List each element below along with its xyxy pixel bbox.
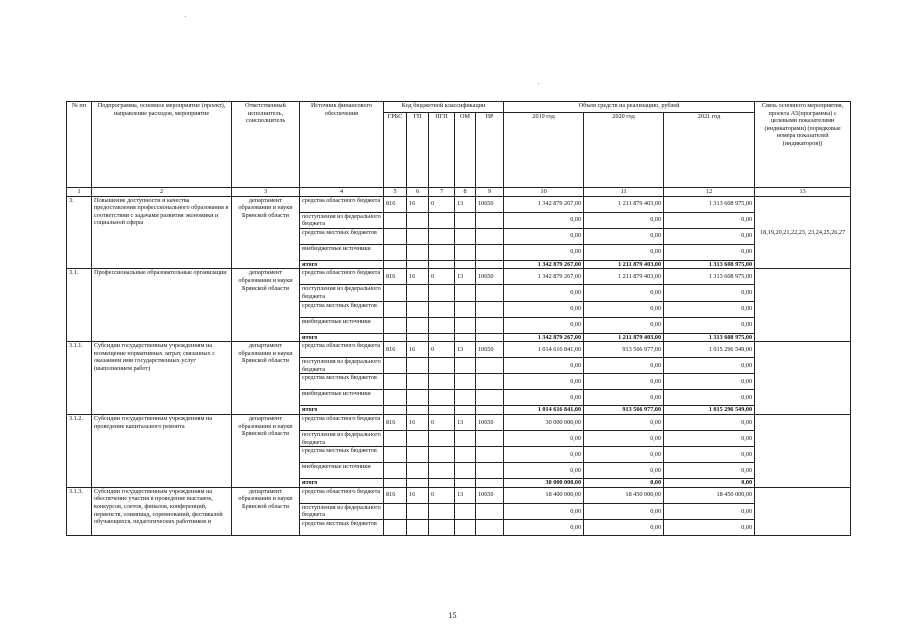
budget-code-empty bbox=[476, 260, 504, 269]
amount-cell: 18 450 000,00 bbox=[584, 487, 664, 503]
amount-cell: 0,00 bbox=[504, 447, 584, 463]
amount-cell: 1 313 608 975,00 bbox=[664, 269, 755, 285]
amount-cell: 0,00 bbox=[664, 414, 755, 430]
header-name: Подпрограмма, основное мероприятие (проект), направление расходов, мероприятие bbox=[92, 102, 232, 188]
budget-code-empty bbox=[455, 430, 476, 446]
budget-code-empty bbox=[429, 479, 455, 488]
budget-code-empty bbox=[384, 479, 407, 488]
budget-code-empty bbox=[429, 503, 455, 519]
budget-code-empty bbox=[455, 212, 476, 228]
header-budget-code: Код бюджетной классификации bbox=[384, 102, 504, 113]
amount-cell: 1 211 879 403,00 bbox=[584, 260, 664, 269]
amount-cell: 1 313 608 975,00 bbox=[664, 260, 755, 269]
budget-code-empty bbox=[476, 301, 504, 317]
col-number: 9 bbox=[476, 188, 504, 197]
funding-source: поступления из федерального бюджета bbox=[300, 358, 384, 374]
budget-code-empty bbox=[455, 244, 476, 260]
amount-cell: 0,00 bbox=[664, 390, 755, 406]
budget-code-empty bbox=[384, 317, 407, 333]
amount-cell: 0,00 bbox=[664, 212, 755, 228]
budget-code-empty bbox=[476, 463, 504, 479]
amount-cell: 0,00 bbox=[664, 503, 755, 519]
amount-cell: 0,00 bbox=[664, 285, 755, 301]
funding-source: итого bbox=[300, 260, 384, 269]
amount-cell: 0,00 bbox=[504, 317, 584, 333]
budget-code-empty bbox=[429, 317, 455, 333]
budget-code-empty bbox=[407, 333, 429, 342]
amount-cell: 0,00 bbox=[584, 317, 664, 333]
amount-cell: 0,00 bbox=[504, 285, 584, 301]
budget-code-empty bbox=[429, 212, 455, 228]
budget-code: 13 bbox=[455, 487, 476, 503]
funding-source: поступления из федерального бюджета bbox=[300, 503, 384, 519]
budget-code: 10650 bbox=[476, 342, 504, 358]
budget-code-empty bbox=[384, 447, 407, 463]
amount-cell: 0,00 bbox=[664, 463, 755, 479]
budget-code-empty bbox=[407, 479, 429, 488]
funding-source: итого bbox=[300, 406, 384, 415]
column-number-row bbox=[67, 188, 851, 197]
budget-code-empty bbox=[455, 317, 476, 333]
amount-cell: 0,00 bbox=[584, 430, 664, 446]
amount-cell: 30 000 000,00 bbox=[504, 479, 584, 488]
col-number: 5 bbox=[384, 188, 407, 197]
budget-code: 13 bbox=[455, 342, 476, 358]
budget-code: 13 bbox=[455, 269, 476, 285]
amount-cell: 0,00 bbox=[504, 212, 584, 228]
col-number: 2 bbox=[92, 188, 232, 197]
amount-cell: 0,00 bbox=[584, 447, 664, 463]
funding-source: средства областного бюджета bbox=[300, 269, 384, 285]
budget-code-empty bbox=[455, 333, 476, 342]
col-number: 12 bbox=[664, 188, 755, 197]
amount-cell: 18 400 000,00 bbox=[504, 487, 584, 503]
header-link: Связь основного мероприятия, проекта А5(программы) с целевыми показателями (индикаторами) (порядковые номера показателей (индикаторов)) bbox=[755, 102, 851, 188]
amount-cell: 1 313 608 975,00 bbox=[664, 333, 755, 342]
header-year-2020: 2020 год bbox=[584, 113, 664, 188]
budget-code-empty bbox=[429, 285, 455, 301]
budget-code-empty bbox=[384, 260, 407, 269]
amount-cell: 0,00 bbox=[664, 228, 755, 244]
budget-table bbox=[66, 101, 851, 536]
budget-code-empty bbox=[407, 447, 429, 463]
row-number: 3. bbox=[67, 196, 92, 269]
scan-speck bbox=[538, 83, 539, 84]
budget-code-empty bbox=[476, 228, 504, 244]
budget-code: 16 bbox=[407, 342, 429, 358]
budget-code-empty bbox=[407, 212, 429, 228]
header-year-2019: 2019 год bbox=[504, 113, 584, 188]
budget-code-empty bbox=[384, 358, 407, 374]
executor: департамент образования и науки Брянской области bbox=[232, 414, 300, 487]
indicator-link bbox=[755, 487, 851, 535]
activity-name: Повышение доступности и качества предоставления профессионального образования в соответствии с задачами развития экономики и социальной сферы bbox=[92, 196, 232, 269]
amount-cell: 0,00 bbox=[584, 503, 664, 519]
amount-cell: 0,00 bbox=[664, 479, 755, 488]
indicator-link bbox=[755, 269, 851, 342]
amount-cell: 0,00 bbox=[584, 479, 664, 488]
budget-code: 16 bbox=[407, 269, 429, 285]
budget-code: 13 bbox=[455, 414, 476, 430]
amount-cell: 0,00 bbox=[504, 503, 584, 519]
budget-code-empty bbox=[429, 463, 455, 479]
budget-code: 0 bbox=[429, 196, 455, 212]
amount-cell: 0,00 bbox=[584, 285, 664, 301]
amount-cell: 1 014 616 841,00 bbox=[504, 342, 584, 358]
budget-code-empty bbox=[407, 260, 429, 269]
amount-cell: 1 015 296 549,00 bbox=[664, 406, 755, 415]
budget-code-empty bbox=[476, 479, 504, 488]
budget-code-empty bbox=[407, 519, 429, 535]
budget-code-empty bbox=[384, 212, 407, 228]
col-number: 10 bbox=[504, 188, 584, 197]
funding-source: средства областного бюджета bbox=[300, 342, 384, 358]
budget-code-empty bbox=[476, 285, 504, 301]
budget-code-empty bbox=[384, 374, 407, 390]
budget-code-empty bbox=[455, 390, 476, 406]
amount-cell: 913 566 977,00 bbox=[584, 342, 664, 358]
budget-code-empty bbox=[476, 244, 504, 260]
amount-cell: 0,00 bbox=[584, 414, 664, 430]
budget-code-empty bbox=[455, 358, 476, 374]
budget-code-empty bbox=[455, 285, 476, 301]
budget-code-empty bbox=[384, 430, 407, 446]
budget-code: 10650 bbox=[476, 196, 504, 212]
amount-cell: 0,00 bbox=[584, 228, 664, 244]
header-code-om: ОМ bbox=[455, 113, 476, 188]
amount-cell: 0,00 bbox=[664, 317, 755, 333]
budget-code-empty bbox=[455, 463, 476, 479]
executor: департамент образования и науки Брянской области bbox=[232, 196, 300, 269]
header-code-pgp: ПГП bbox=[429, 113, 455, 188]
row-number: 3.1.2. bbox=[67, 414, 92, 487]
amount-cell: 1 342 879 267,00 bbox=[504, 196, 584, 212]
budget-code-empty bbox=[476, 317, 504, 333]
budget-code-empty bbox=[476, 390, 504, 406]
amount-cell: 0,00 bbox=[504, 463, 584, 479]
amount-cell: 0,00 bbox=[504, 430, 584, 446]
row-number: 3.1.1. bbox=[67, 342, 92, 415]
budget-code-empty bbox=[429, 228, 455, 244]
amount-cell: 0,00 bbox=[504, 244, 584, 260]
amount-cell: 0,00 bbox=[584, 374, 664, 390]
funding-source: внебюджетные источники bbox=[300, 244, 384, 260]
budget-code-empty bbox=[429, 374, 455, 390]
budget-code-empty bbox=[455, 301, 476, 317]
budget-code: 0 bbox=[429, 414, 455, 430]
budget-code-empty bbox=[407, 374, 429, 390]
budget-code-empty bbox=[476, 374, 504, 390]
executor: департамент образования и науки Брянской области bbox=[232, 269, 300, 342]
indicator-link: 18,19,20,21,22,23, 23,24,25,26,27 bbox=[755, 196, 851, 269]
activity-name: Субсидии государственным учреждениям на обеспечение участия в проведение выставок, конкурсов, слетов, финалов, конференций, первенств, олимпиад, соревнований, фестивалей обучающихся, педагогических работников и bbox=[92, 487, 232, 535]
budget-code-empty bbox=[384, 519, 407, 535]
page-number: 15 bbox=[448, 611, 457, 620]
col-number: 11 bbox=[584, 188, 664, 197]
budget-code-empty bbox=[455, 447, 476, 463]
budget-code-empty bbox=[384, 244, 407, 260]
budget-code-empty bbox=[407, 228, 429, 244]
budget-code: 0 bbox=[429, 487, 455, 503]
budget-code-empty bbox=[455, 228, 476, 244]
budget-code-empty bbox=[407, 285, 429, 301]
budget-code: 16 bbox=[407, 196, 429, 212]
amount-cell: 1 342 879 267,00 bbox=[504, 260, 584, 269]
amount-cell: 1 342 879 267,00 bbox=[504, 269, 584, 285]
executor: департамент образования и науки Брянской области bbox=[232, 342, 300, 415]
activity-name: Субсидии государственным учреждениям на возмещение нормативных затрат, связанных с оказанием ими государственных услуг (выполнением работ) bbox=[92, 342, 232, 415]
budget-code-empty bbox=[384, 390, 407, 406]
header-num: № пп bbox=[67, 102, 92, 188]
amount-cell: 0,00 bbox=[584, 244, 664, 260]
amount-cell: 0,00 bbox=[664, 358, 755, 374]
budget-code-empty bbox=[407, 463, 429, 479]
amount-cell: 0,00 bbox=[504, 374, 584, 390]
budget-code-empty bbox=[429, 447, 455, 463]
funding-source: средства областного бюджета bbox=[300, 487, 384, 503]
budget-code-empty bbox=[384, 301, 407, 317]
budget-code-empty bbox=[384, 406, 407, 415]
activity-name: Субсидии государственным учреждениям на проведение капитального ремонта bbox=[92, 414, 232, 487]
budget-code: 816 bbox=[384, 269, 407, 285]
amount-cell: 0,00 bbox=[584, 212, 664, 228]
indicator-link bbox=[755, 414, 851, 487]
budget-code: 816 bbox=[384, 414, 407, 430]
budget-code-empty bbox=[384, 503, 407, 519]
budget-code-empty bbox=[476, 406, 504, 415]
budget-code: 816 bbox=[384, 342, 407, 358]
amount-cell: 0,00 bbox=[584, 301, 664, 317]
budget-code-empty bbox=[455, 374, 476, 390]
budget-code-empty bbox=[407, 390, 429, 406]
budget-code-empty bbox=[476, 333, 504, 342]
amount-cell: 1 014 616 841,00 bbox=[504, 406, 584, 415]
header-source: Источник финансового обеспечения bbox=[300, 102, 384, 188]
col-number: 4 bbox=[300, 188, 384, 197]
budget-code-empty bbox=[429, 519, 455, 535]
header-code-nr: НР bbox=[476, 113, 504, 188]
budget-code-empty bbox=[476, 358, 504, 374]
table-row bbox=[67, 414, 851, 430]
budget-code-empty bbox=[407, 358, 429, 374]
budget-code-empty bbox=[476, 503, 504, 519]
amount-cell: 1 211 879 403,00 bbox=[584, 196, 664, 212]
budget-code-empty bbox=[476, 430, 504, 446]
funding-source: средства местных бюджетов bbox=[300, 228, 384, 244]
budget-code: 16 bbox=[407, 414, 429, 430]
budget-code: 816 bbox=[384, 196, 407, 212]
funding-source: внебюджетные источники bbox=[300, 317, 384, 333]
funding-source: итого bbox=[300, 333, 384, 342]
header-code-grbs: ГРБС bbox=[384, 113, 407, 188]
col-number: 1 bbox=[67, 188, 92, 197]
budget-code-empty bbox=[455, 406, 476, 415]
col-number: 13 bbox=[755, 188, 851, 197]
amount-cell: 18 450 000,00 bbox=[664, 487, 755, 503]
budget-code-empty bbox=[455, 479, 476, 488]
budget-code: 13 bbox=[455, 196, 476, 212]
budget-code-empty bbox=[384, 333, 407, 342]
row-number: 3.1. bbox=[67, 269, 92, 342]
budget-code-empty bbox=[429, 358, 455, 374]
budget-code: 16 bbox=[407, 487, 429, 503]
amount-cell: 1 313 608 975,00 bbox=[664, 196, 755, 212]
budget-code-empty bbox=[384, 463, 407, 479]
amount-cell: 0,00 bbox=[504, 358, 584, 374]
col-number: 3 bbox=[232, 188, 300, 197]
budget-code-empty bbox=[429, 390, 455, 406]
amount-cell: 1 211 879 403,00 bbox=[584, 269, 664, 285]
budget-code-empty bbox=[429, 430, 455, 446]
amount-cell: 0,00 bbox=[504, 390, 584, 406]
amount-cell: 0,00 bbox=[664, 301, 755, 317]
budget-code-empty bbox=[407, 244, 429, 260]
amount-cell: 30 000 000,00 bbox=[504, 414, 584, 430]
row-number: 3.1.3. bbox=[67, 487, 92, 535]
header-year-2021: 2021 год bbox=[664, 113, 755, 188]
amount-cell: 0,00 bbox=[504, 519, 584, 535]
budget-code-empty bbox=[429, 333, 455, 342]
amount-cell: 913 566 977,00 bbox=[584, 406, 664, 415]
budget-code-empty bbox=[429, 244, 455, 260]
funding-source: поступления из федерального бюджета bbox=[300, 212, 384, 228]
budget-code-empty bbox=[407, 406, 429, 415]
funding-source: поступления из федерального бюджета bbox=[300, 430, 384, 446]
amount-cell: 1 015 296 549,00 bbox=[664, 342, 755, 358]
col-number: 8 bbox=[455, 188, 476, 197]
budget-code-empty bbox=[407, 301, 429, 317]
budget-code-empty bbox=[407, 317, 429, 333]
budget-code-empty bbox=[455, 519, 476, 535]
budget-code: 0 bbox=[429, 269, 455, 285]
funding-source: поступления из федерального бюджета bbox=[300, 285, 384, 301]
funding-source: средства местных бюджетов bbox=[300, 374, 384, 390]
amount-cell: 0,00 bbox=[584, 463, 664, 479]
budget-code-empty bbox=[429, 406, 455, 415]
budget-code-empty bbox=[407, 430, 429, 446]
budget-code: 816 bbox=[384, 487, 407, 503]
amount-cell: 0,00 bbox=[664, 244, 755, 260]
budget-code-empty bbox=[407, 503, 429, 519]
budget-code-empty bbox=[476, 212, 504, 228]
scan-speck bbox=[185, 16, 186, 17]
amount-cell: 0,00 bbox=[584, 519, 664, 535]
table-row bbox=[67, 487, 851, 503]
funding-source: средства местных бюджетов bbox=[300, 447, 384, 463]
budget-code-empty bbox=[455, 260, 476, 269]
amount-cell: 1 342 879 267,00 bbox=[504, 333, 584, 342]
funding-source: внебюджетные источники bbox=[300, 463, 384, 479]
executor: департамент образования и науки Брянской области bbox=[232, 487, 300, 535]
indicator-link bbox=[755, 342, 851, 415]
budget-code: 10650 bbox=[476, 414, 504, 430]
budget-code-empty bbox=[455, 503, 476, 519]
col-number: 7 bbox=[429, 188, 455, 197]
amount-cell: 0,00 bbox=[504, 228, 584, 244]
budget-code-empty bbox=[429, 260, 455, 269]
funding-source: средства местных бюджетов bbox=[300, 301, 384, 317]
funding-source: средства местных бюджетов bbox=[300, 519, 384, 535]
budget-code-empty bbox=[384, 228, 407, 244]
funding-source: средства областного бюджета bbox=[300, 414, 384, 430]
amount-cell: 0,00 bbox=[664, 447, 755, 463]
table-row bbox=[67, 342, 851, 358]
col-number: 6 bbox=[407, 188, 429, 197]
budget-code-empty bbox=[476, 447, 504, 463]
funding-source: итого bbox=[300, 479, 384, 488]
budget-code: 10650 bbox=[476, 269, 504, 285]
funding-source: внебюджетные источники bbox=[300, 390, 384, 406]
budget-code: 10650 bbox=[476, 487, 504, 503]
header-code-gp: ГП bbox=[407, 113, 429, 188]
budget-code: 0 bbox=[429, 342, 455, 358]
activity-name: Профессиональные образовательные организации bbox=[92, 269, 232, 342]
budget-code-empty bbox=[384, 285, 407, 301]
funding-source: средства областного бюджета bbox=[300, 196, 384, 212]
table-row bbox=[67, 269, 851, 285]
amount-cell: 1 211 879 403,00 bbox=[584, 333, 664, 342]
amount-cell: 0,00 bbox=[664, 374, 755, 390]
budget-code-empty bbox=[476, 519, 504, 535]
table-row bbox=[67, 196, 851, 212]
amount-cell: 0,00 bbox=[664, 430, 755, 446]
header-executor: Ответственный исполнитель, соисполнитель bbox=[232, 102, 300, 188]
amount-cell: 0,00 bbox=[504, 301, 584, 317]
budget-code-empty bbox=[429, 301, 455, 317]
amount-cell: 0,00 bbox=[584, 358, 664, 374]
amount-cell: 0,00 bbox=[664, 519, 755, 535]
header-volume: Объем средств на реализацию, рублей bbox=[504, 102, 755, 113]
amount-cell: 0,00 bbox=[584, 390, 664, 406]
